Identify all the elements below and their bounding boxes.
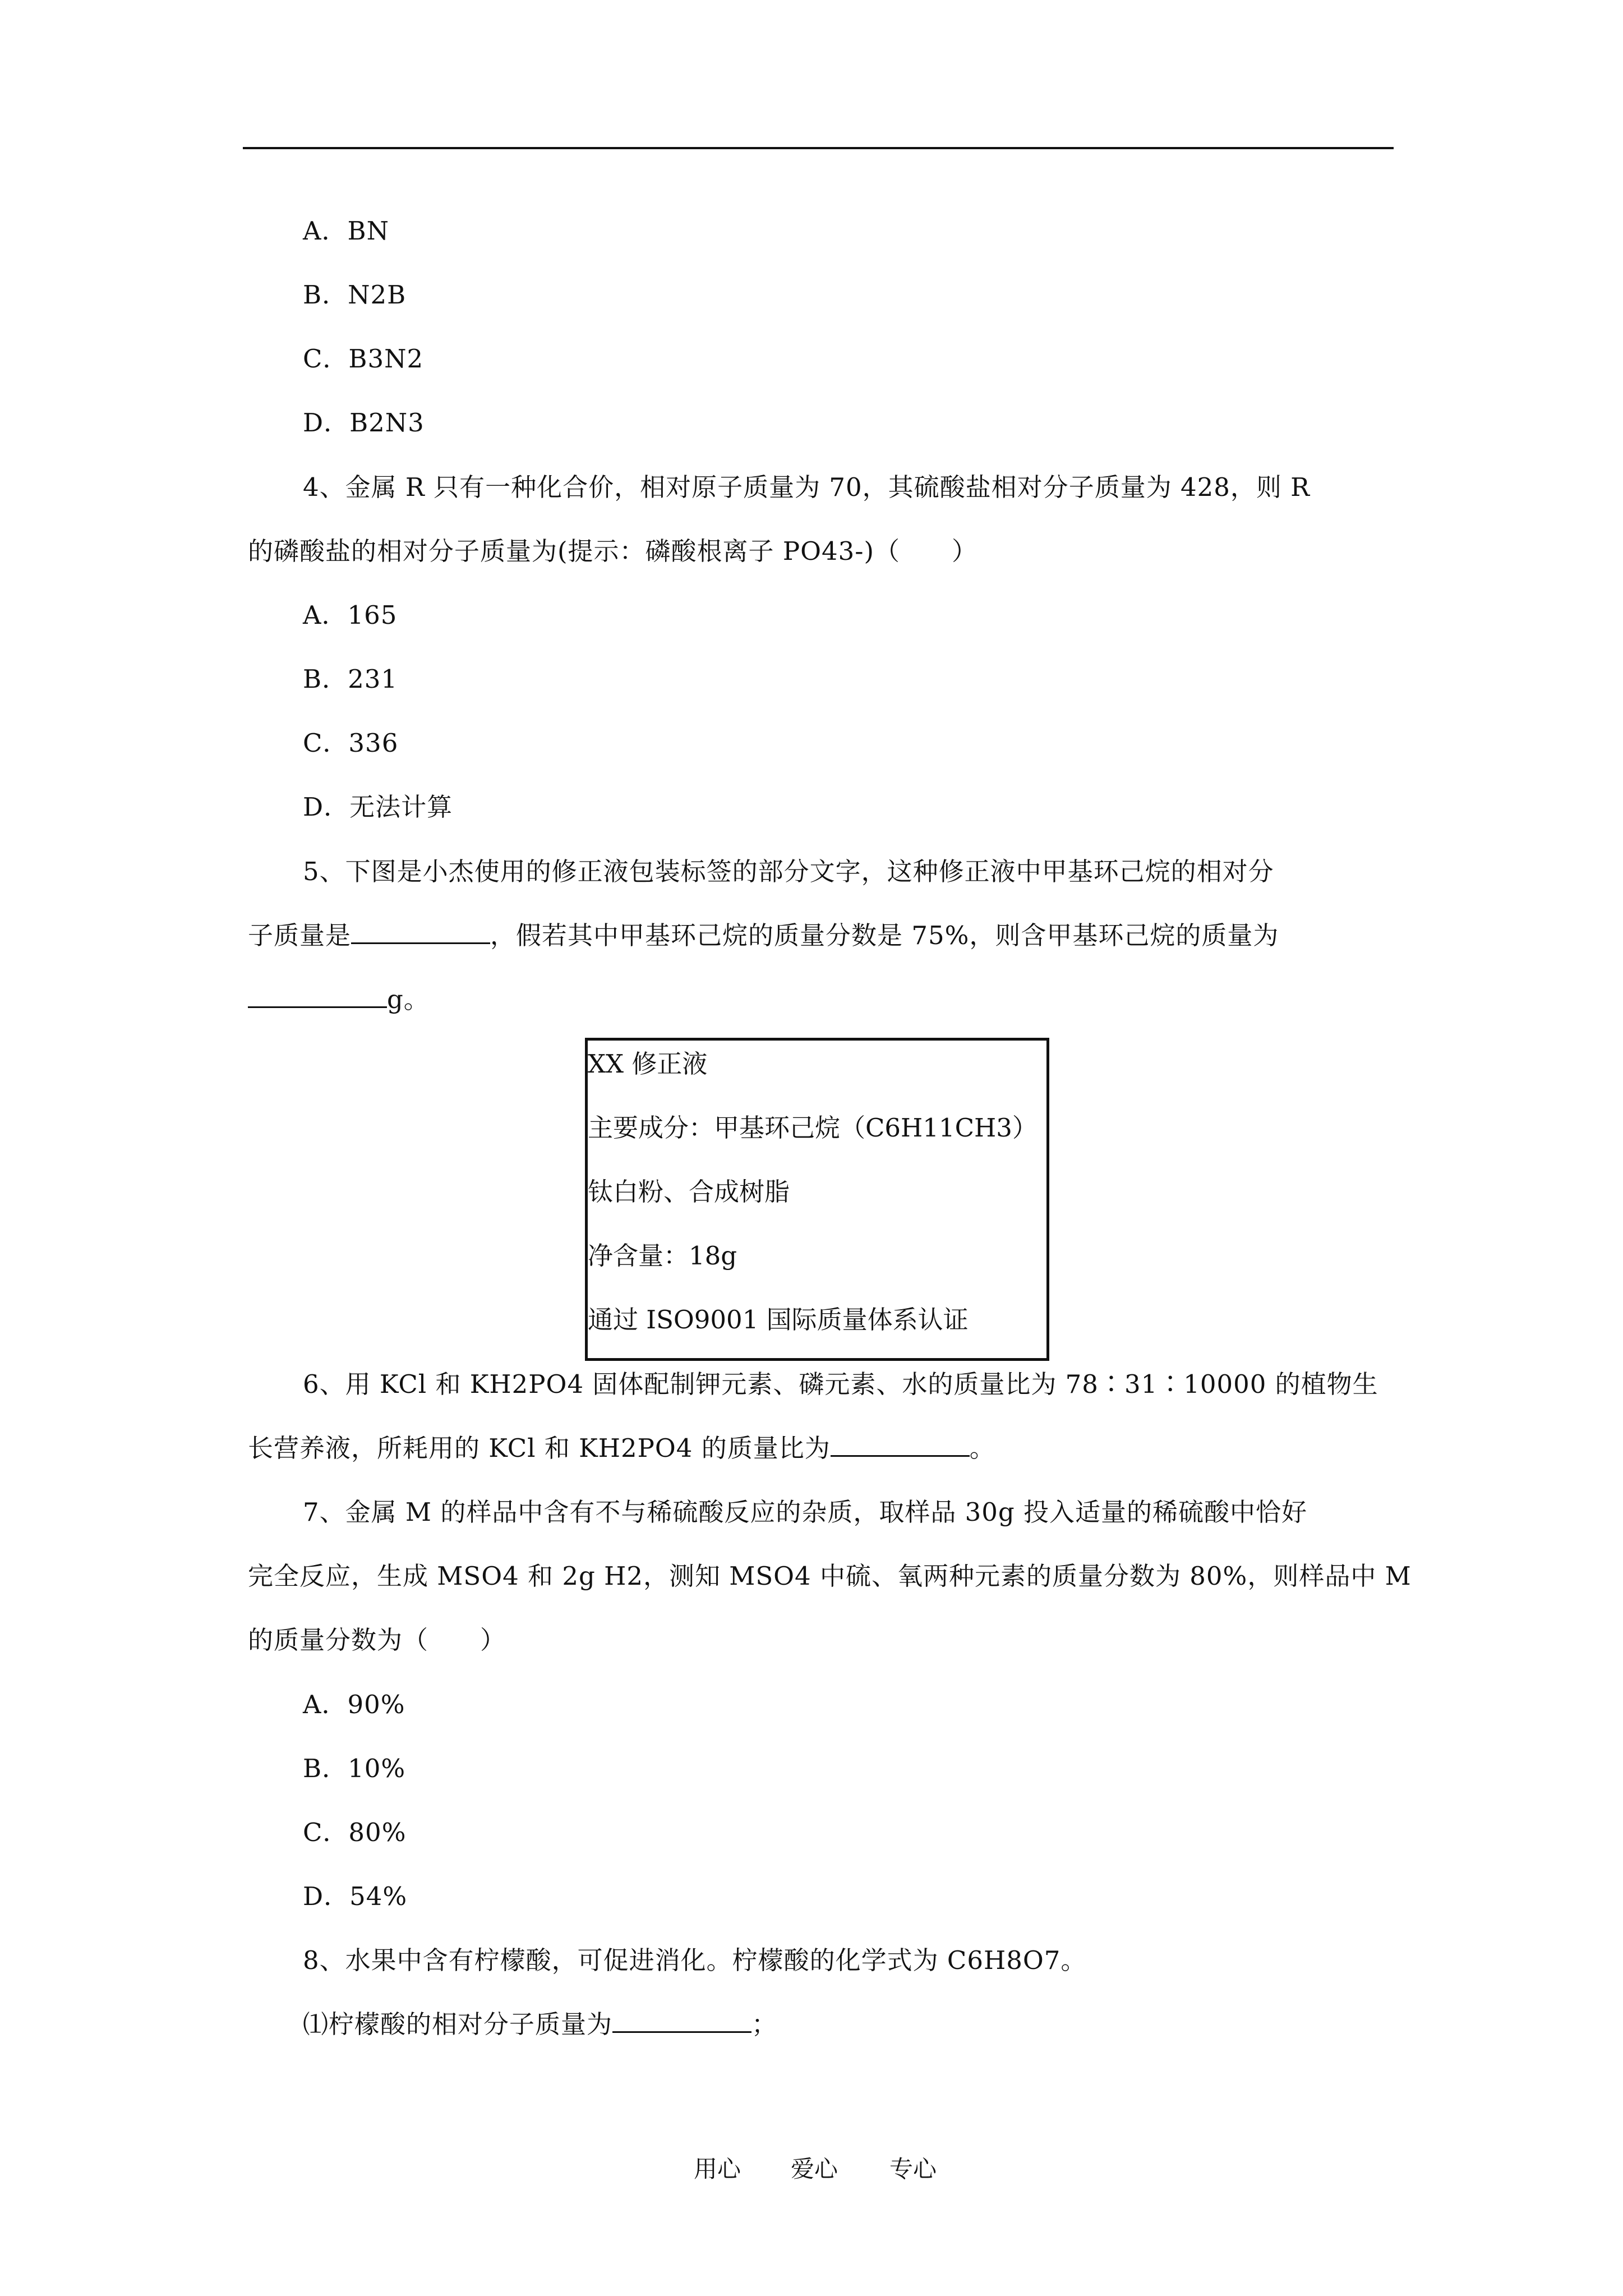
q3-option-c: C．B3N2: [303, 344, 424, 374]
q4-stem-line1: 4、金属 R 只有一种化合价，相对原子质量为 70，其硫酸盐相对分子质量为 428，则 R: [303, 472, 1311, 502]
q8-sub1-text-b: ；: [751, 2009, 778, 2039]
q8-stem-line1: 8、水果中含有柠檬酸，可促进消化。柠檬酸的化学式为 C6H8O7。: [303, 1945, 1087, 1975]
q7-option-d: D．54%: [303, 1881, 408, 1911]
footer-text-1: 用心: [694, 2155, 741, 2183]
q8-sub1: [303, 2008, 777, 2041]
q3-option-b: B．N2B: [303, 280, 407, 310]
q6-stem-line1: 6、用 KCl 和 KH2PO4 固体配制钾元素、磷元素、水的质量比为 78∶31∶10000 的植物生: [303, 1369, 1378, 1399]
q8-answer-blank[interactable]: [612, 2011, 751, 2033]
q7-option-a: A．90%: [303, 1690, 405, 1719]
q3-option-d: D．B2N3: [303, 408, 425, 438]
q5-line2-text-b: ，假若其中甲基环己烷的质量分数是 75%，则含甲基环己烷的质量为: [490, 921, 1279, 950]
q5-stem-line1: 5、下图是小杰使用的修正液包装标签的部分文字，这种修正液中甲基环己烷的相对分: [303, 857, 1274, 886]
q6-line2-text-a: 长营养液，所耗用的 KCl 和 KH2PO4 的质量比为: [248, 1433, 831, 1463]
q5-line3-text: g。: [387, 984, 430, 1014]
q4-option-a: A．165: [303, 600, 398, 630]
q6-answer-blank[interactable]: [831, 1435, 970, 1457]
footer-text-3: 专心: [889, 2155, 937, 2183]
label-line-5: 通过 ISO9001 国际质量体系认证: [588, 1305, 969, 1335]
q7-option-b: B．10%: [303, 1754, 406, 1783]
q5-stem-line2: [248, 919, 1279, 952]
q3-option-a: A．BN: [303, 216, 389, 246]
label-line-1: XX 修正液: [588, 1049, 708, 1079]
q7-option-c: C．80%: [303, 1818, 407, 1847]
q4-stem-line2: 的磷酸盐的相对分子质量为(提示：磷酸根离子 PO43-)（ ）: [248, 536, 978, 566]
q7-stem-line1: 7、金属 M 的样品中含有不与稀硫酸反应的杂质，取样品 30g 投入适量的稀硫酸中恰好: [303, 1497, 1307, 1527]
q7-stem-line3: 的质量分数为（ ）: [248, 1625, 506, 1655]
q5-answer-blank-2[interactable]: [248, 986, 387, 1008]
q4-option-d: D．无法计算: [303, 792, 453, 822]
q6-stem-line2: [248, 1432, 995, 1465]
q5-stem-line3: [248, 983, 430, 1016]
q5-answer-blank-1[interactable]: [351, 922, 490, 944]
q5-line2-text-a: 子质量是: [248, 921, 352, 950]
q6-line2-text-b: 。: [969, 1433, 995, 1463]
q8-sub1-text-a: ⑴柠檬酸的相对分子质量为: [303, 2009, 613, 2039]
label-line-2: 主要成分：甲基环己烷（C6H11CH3）: [588, 1113, 1038, 1143]
footer-text-2: 爱心: [791, 2155, 838, 2183]
q4-option-b: B．231: [303, 664, 398, 694]
header-rule: [243, 147, 1394, 149]
label-line-3: 钛白粉、合成树脂: [588, 1177, 790, 1207]
label-line-4: 净含量：18g: [588, 1241, 737, 1271]
q4-option-c: C．336: [303, 728, 399, 758]
q7-stem-line2: 完全反应，生成 MSO4 和 2g H2，测知 MSO4 中硫、氧两种元素的质量分数为 80%，则样品中 M: [248, 1561, 1412, 1591]
